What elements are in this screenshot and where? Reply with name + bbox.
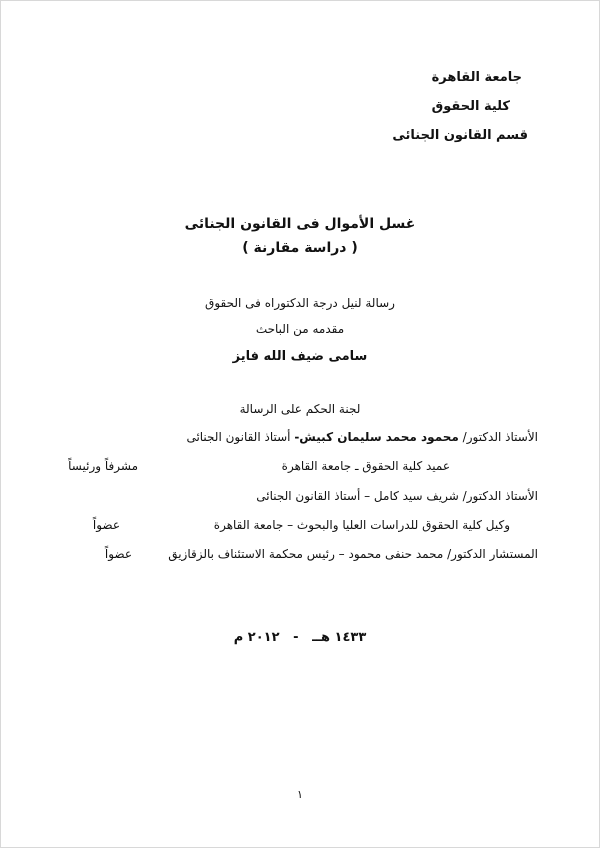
thesis-title: غسل الأموال فى القانون الجنائى	[184, 216, 416, 232]
date-gregorian: ٢٠١٢ م	[233, 630, 280, 645]
member2-line: الأستاذ الدكتور/ شريف سيد كامل – أستاذ القانون الجنائى	[256, 489, 538, 503]
thesis-purpose: رسالة لنيل درجة الدكتوراه فى الحقوق	[205, 296, 395, 310]
researcher-name: سامى ضيف الله فايز	[232, 349, 368, 364]
member3-role: عضواً	[104, 547, 132, 561]
member1-prefix: الأستاذ الدكتور/	[462, 430, 538, 444]
member2-position: وكيل كلية الحقوق للدراسات العليا والبحوث – جامعة القاهرة	[213, 518, 510, 532]
member2-role: عضواً	[92, 518, 120, 532]
faculty-name: كلية الحقوق	[431, 99, 510, 114]
presented-by: مقدمه من الباحث	[255, 322, 345, 336]
member1-name: محمود محمد سليمان كبيش-	[294, 430, 459, 444]
member1-title: أستاذ القانون الجنائى	[186, 430, 291, 444]
department-name: قسم القانون الجنائى	[392, 128, 528, 143]
member1-role: مشرفاً ورئيساً	[68, 459, 138, 473]
member1-position: عميد كلية الحقوق ـ جامعة القاهرة	[281, 459, 450, 473]
date-line	[0, 630, 600, 645]
date-hijri: ١٤٣٣ هــ	[312, 630, 367, 645]
page-number: ١	[297, 788, 303, 801]
date-separator: -	[293, 630, 299, 645]
member3-line: المستشار الدكتور/ محمد حنفى محمود – رئيس محكمة الاستئناف بالزقازيق	[168, 547, 538, 561]
university-name: جامعة القاهرة	[431, 70, 522, 85]
committee-heading: لجنة الحكم على الرسالة	[239, 402, 361, 416]
committee-member-1-line	[186, 430, 538, 444]
thesis-subtitle: ( دراسة مقارنة )	[242, 240, 358, 256]
